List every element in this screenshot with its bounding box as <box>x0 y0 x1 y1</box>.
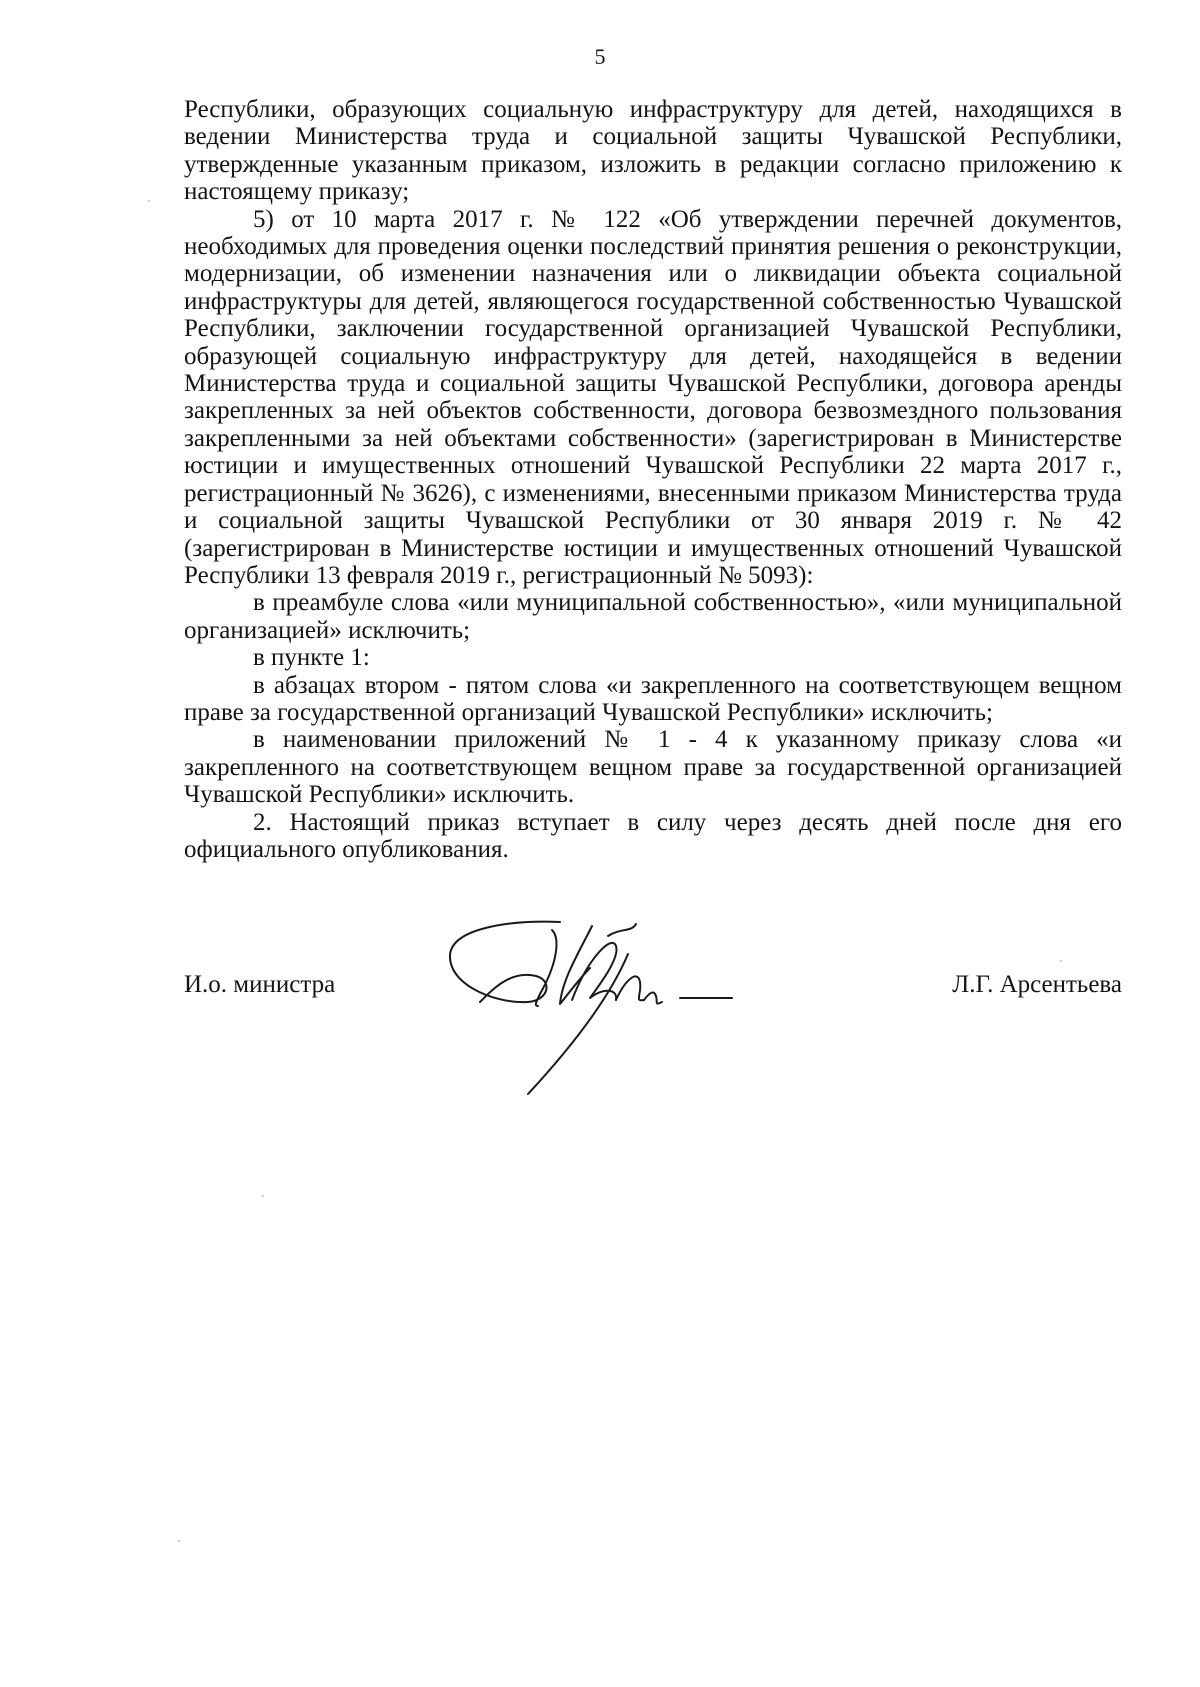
signatory-name: Л.Г. Арсентьева <box>952 971 1122 998</box>
signatory-title: И.о. министра <box>184 971 336 998</box>
paragraph-appendix-names: в наименовании приложений № 1 - 4 к указанному приказу слова «и закрепленного на соответствующем вещном праве за государственной организацией Чувашской Республики» исключить. <box>184 726 1122 809</box>
paragraph-continuation: Республики, образующих социальную инфраструктуру для детей, находящихся в ведении Министерства труда и социальной защиты Чувашской Республики, утвержденные указанным приказом, изложить в редакции согласно приложению к настоящему приказу; <box>184 96 1122 206</box>
paragraph-abzatsy: в абзацах втором - пятом слова «и закрепленного на соответствующем вещном праве за государственной организаций Чувашской Республики» исключить; <box>184 671 1122 726</box>
scan-speck <box>262 1195 264 1197</box>
paragraph-item-5: 5) от 10 марта 2017 г. № 122 «Об утверждении перечней документов, необходимых для проведения оценки последствий принятия решения о реконструкции, модернизации, об изменении назначения или о ликвидации объекта социальной инфраструктуры для детей, являющегося государственной собственностью Чувашской Республики, заключении государственной организацией Чувашской Республики, образующей социальную инфраструктуру для детей, находящейся в ведении Министерства труда и социальной защиты Чувашской Республики, договора аренды закрепленных за ней объектов собственности, договора безвозмездного пользования закрепленными за ней объектами собственности» (зарегистрирован в Министерстве юстиции и имущественных отношений Чувашской Республики 22 марта 2017 г., регистрационный № 3626), с изменениями, внесенными приказом Министерства труда и социальной защиты Чувашской Республики от 30 января 2019 г. № 42 (зарегистрирован в Министерстве юстиции и имущественных отношений Чувашской Республики 13 февраля 2019 г., регистрационный № 5093): <box>184 205 1122 589</box>
page-number: 5 <box>594 44 606 69</box>
paragraph-point-1: в пункте 1: <box>253 644 370 672</box>
scan-speck <box>148 200 150 202</box>
scan-speck <box>1060 960 1062 962</box>
paragraph-preamble: в преамбуле слова «или муниципальной собственностью», «или муниципальной организацией» исключить; <box>184 589 1122 644</box>
paragraph-effective-date: 2. Настоящий приказ вступает в силу через десять дней после дня его официального опубликования. <box>184 808 1122 863</box>
scan-speck <box>178 1540 180 1542</box>
signature-block <box>184 970 1122 1010</box>
document-body <box>184 96 1122 863</box>
